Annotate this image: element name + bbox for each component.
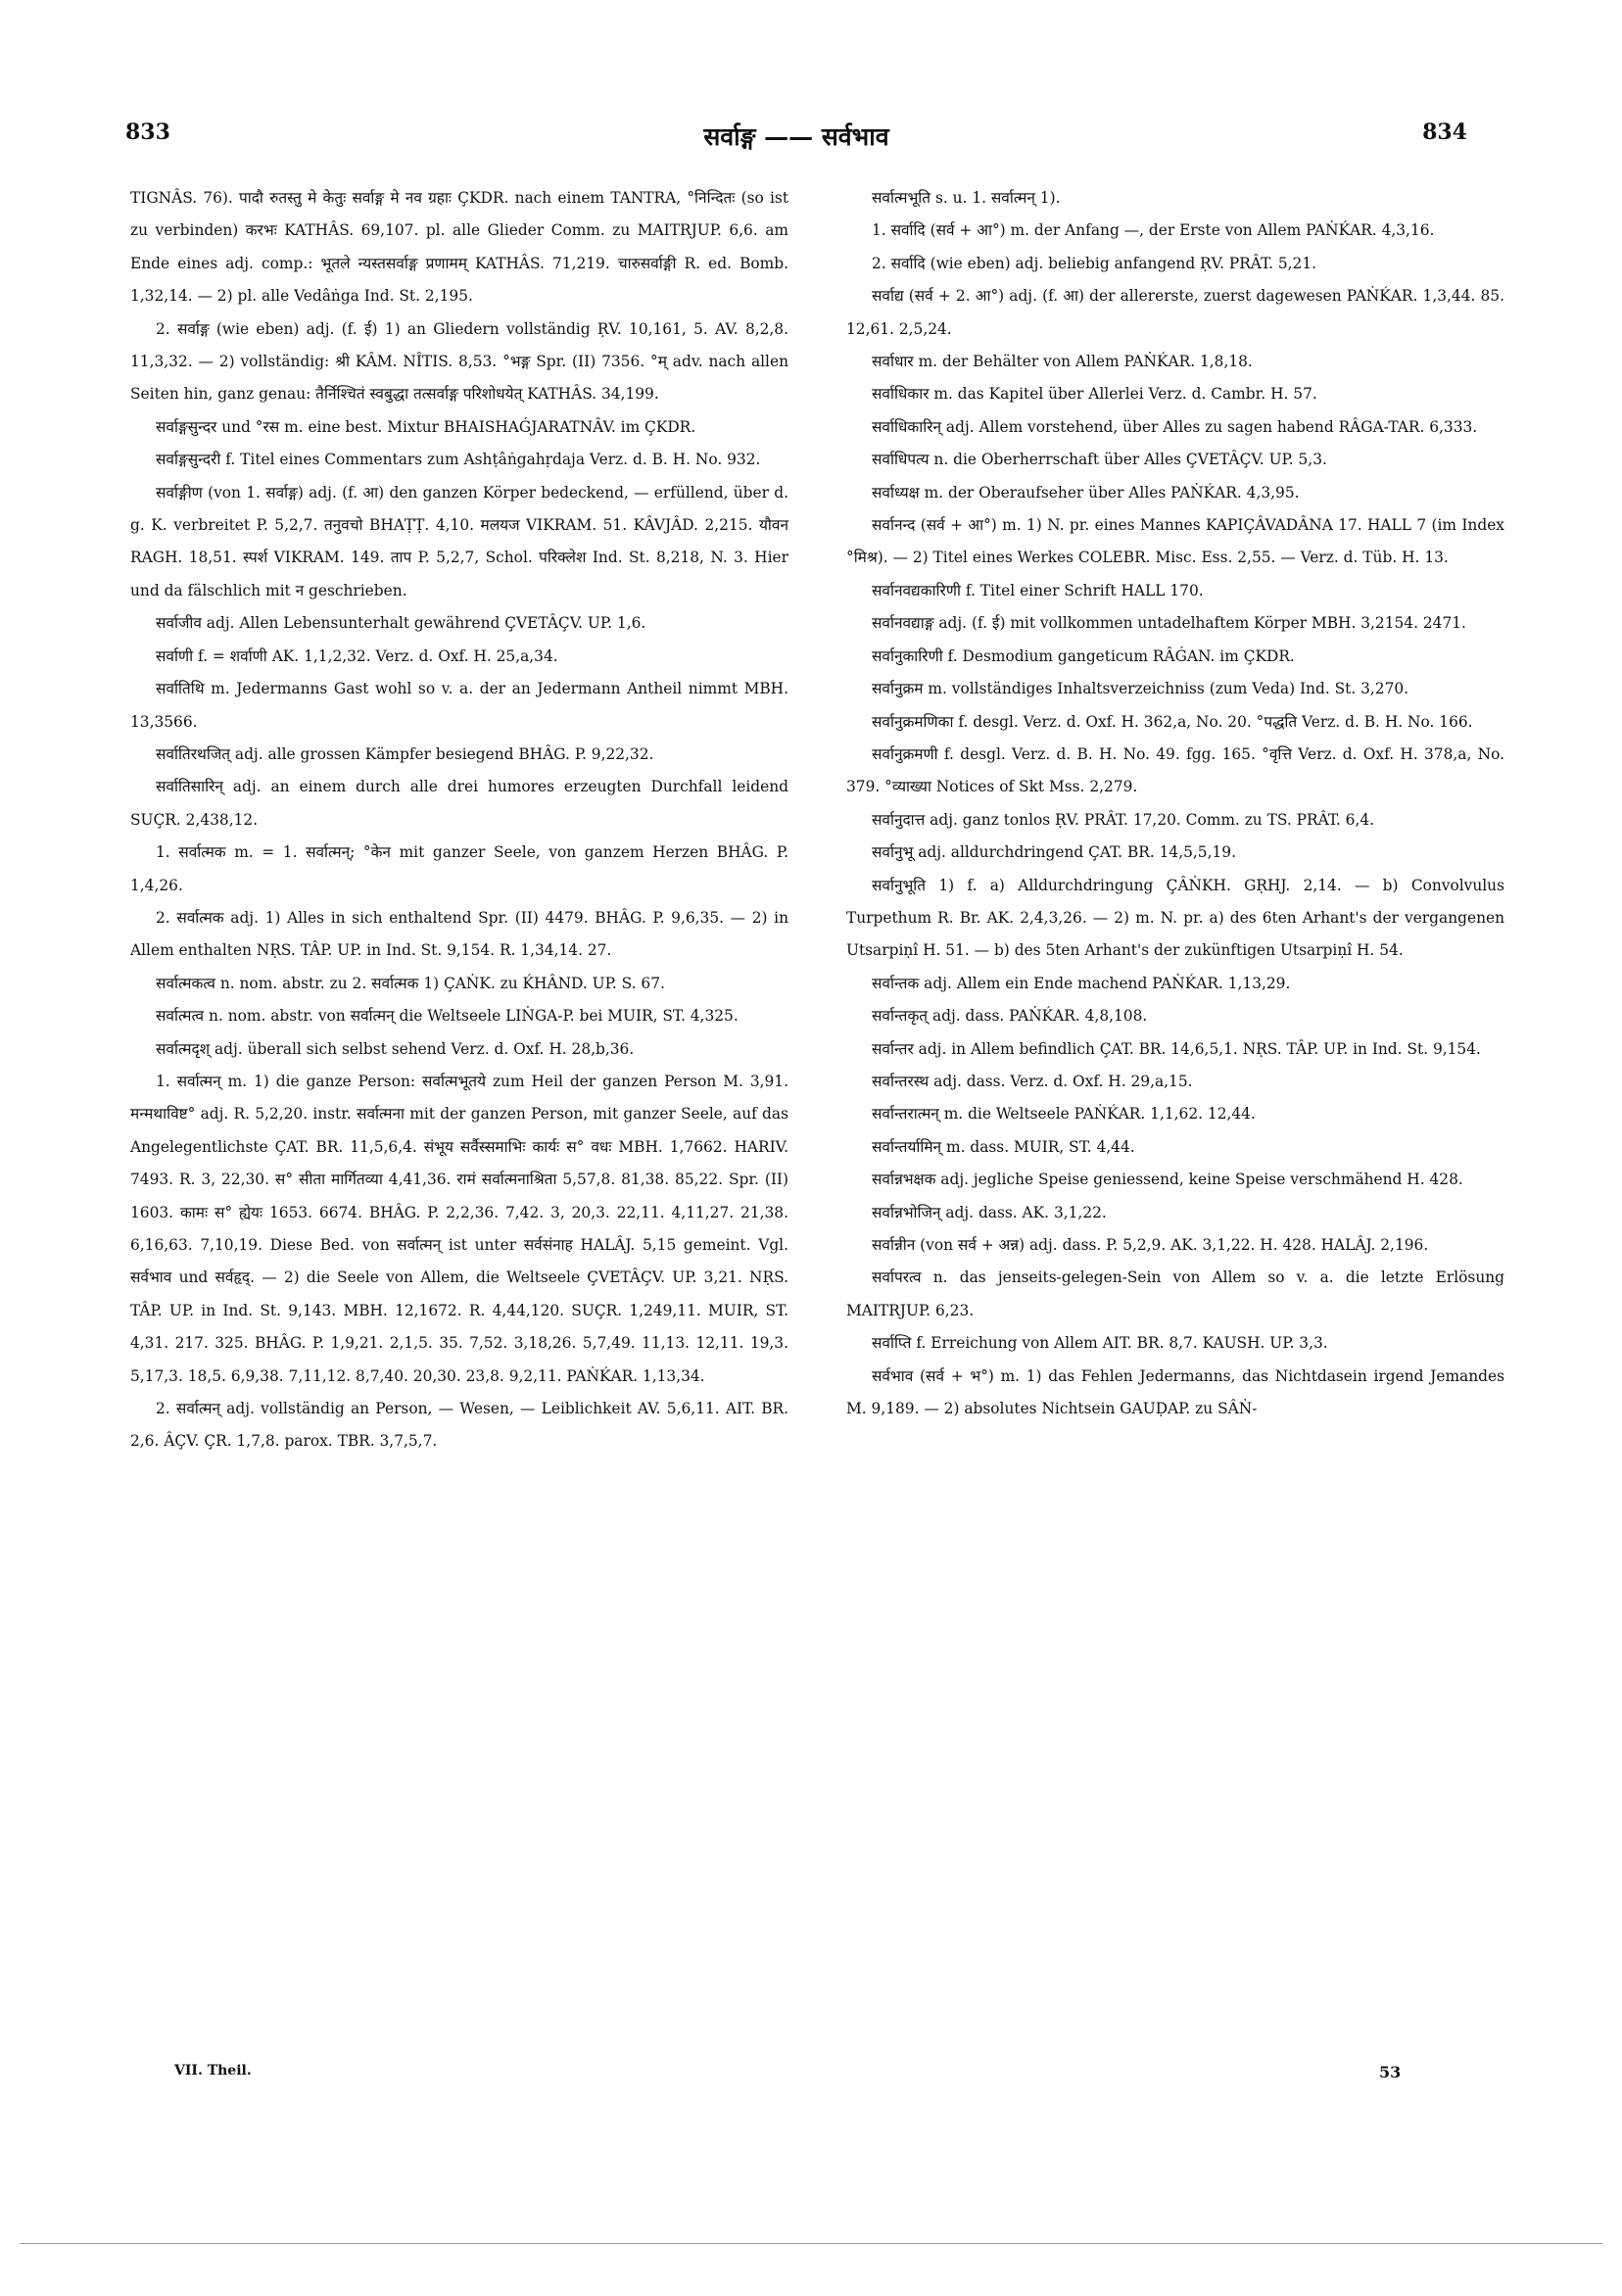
dictionary-entry: सर्वातिरथजित् adj. alle grossen Kämpfer besiegend BHÂG. P. 9,22,32. <box>156 744 654 763</box>
bottom-rule <box>20 2243 1602 2244</box>
page-number-right: 834 <box>1422 120 1467 145</box>
dictionary-entry: सर्वान्नभक्षक adj. jegliche Speise geniessend, keine Speise verschmähend H. 428. <box>872 1171 1463 1189</box>
dictionary-entry: सर्वान्नीन (von सर्व + अन्न) adj. dass. P. 5,2,9. AK. 3,1,22. H. 428. HALÂJ. 2,196. <box>872 1236 1429 1254</box>
running-title: सर्वाङ्ग —— सर्वभाव <box>703 122 889 151</box>
dictionary-entry: सर्वानवद्यकारिणी f. Titel einer Schrift HALL 170. <box>872 581 1204 599</box>
dictionary-entry: 2. सर्वात्मन् adj. vollständig an Person, — Wesen, — Leiblichkeit AV. 5,6,11. AIT. BR. 2,6. ÂÇV. ÇR. 1,7,8. parox. TBR. 3,7,5,7. <box>130 1400 788 1451</box>
dictionary-entry: सर्वानुकारिणी f. Desmodium gangeticum RÂǴAN. im ÇKDR. <box>872 646 1295 665</box>
dictionary-entry: सर्वानुक्रमणिका f. desgl. Verz. d. Oxf. H. 362,a, No. 20. °पद्धति Verz. d. B. H. No. 166. <box>872 712 1473 731</box>
dictionary-entry: TIGNÂS. 76). पादौ रुतस्तु मे केतुः सर्वाङ्ग मे नव ग्रहाः ÇKDR. nach einem TANTRA, °निन्दितः (so ist zu verbinden) करभः KATHÂS. 69,107. pl. alle Glieder Comm. zu MAITRJUP. 6,6. am Ende eines adj. comp.: भूतले न्यस्तसर्वाङ्ग प्रणामम् KATHÂS. 71,219. चारुसर्वाङ्गी R. ed. Bomb. 1,32,14. — 2) pl. alle Vedâṅga Ind. St. 2,195. <box>130 189 788 306</box>
dictionary-entry: सर्वाजीव adj. Allen Lebensunterhalt gewährend ÇVETÂÇV. UP. 1,6. <box>156 614 646 633</box>
dictionary-entry: सर्वान्नभोजिन् adj. dass. AK. 3,1,22. <box>872 1203 1107 1221</box>
dictionary-entry: सर्वाधिपत्य n. die Oberherrschaft über Alles ÇVETÂÇV. UP. 5,3. <box>872 451 1327 469</box>
dictionary-entry: 1. सर्वात्मक m. = 1. सर्वात्मन्; °केन mit ganzer Seele, von ganzem Herzen BHÂG. P. 1,4,26. <box>130 843 788 894</box>
dictionary-entry: सर्वान्तर्यामिन् m. dass. MUIR, ST. 4,44. <box>872 1137 1135 1156</box>
dictionary-entry: सर्वाधिकार m. das Kapitel über Allerlei Verz. d. Cambr. H. 57. <box>872 385 1317 404</box>
dictionary-entry: सर्वातिसारिन् adj. an einem durch alle drei humores erzeugten Durchfall leidend SUÇR. 2,438,12. <box>130 778 788 829</box>
dictionary-entry: सर्वानुभू adj. alldurchdringend ÇAT. BR. 14,5,5,19. <box>872 843 1236 862</box>
dictionary-entry: सर्वात्मकत्व n. nom. abstr. zu 2. सर्वात्मक 1) ÇAṄK. zu ḰHÂND. UP. S. 67. <box>156 974 665 992</box>
volume-note: VII. Theil. <box>174 2063 252 2079</box>
dictionary-entry: सर्वानवद्याङ्ग adj. (f. ई) mit vollkommen untadelhaftem Körper MBH. 3,2154. 2471. <box>872 614 1466 633</box>
dictionary-entry: सर्वान्तर adj. in Allem befindlich ÇAT. BR. 14,6,5,1. NṚS. TÂP. UP. in Ind. St. 9,154. <box>872 1039 1481 1058</box>
dictionary-entry: सर्वान्तरात्मन् m. die Weltseele PAṄḰAR. 1,1,62. 12,44. <box>872 1105 1256 1124</box>
left-column <box>130 182 788 1459</box>
dictionary-entry: सर्वानन्द (सर्व + आ°) m. 1) N. pr. eines Mannes KAPIÇÂVADÂNA 17. HALL 7 (im Index °मिश्र). — 2) Titel eines Werkes COLEBR. Misc. Ess. 2,55. — Verz. d. Tüb. H. 13. <box>846 516 1504 567</box>
dictionary-entry: 2. सर्वाङ्ग (wie eben) adj. (f. ई) 1) an Gliedern vollständig ṚV. 10,161, 5. AV. 8,2,8. 11,3,32. — 2) vollständig: श्री KÂM. NÎTIS. 8,53. °भङ्ग Spr. (II) 7356. °म् adv. nach allen Seiten hin, ganz genau: तैर्निश्चितं स्वबुद्धा तत्सर्वाङ्ग परिशोधयेत् KATHÂS. 34,199. <box>130 319 788 404</box>
dictionary-entry: 1. सर्वादि (सर्व + आ°) m. der Anfang —, der Erste von Allem PAṄḰAR. 4,3,16. <box>872 221 1435 240</box>
dictionary-entry: सर्वाप्ति f. Erreichung von Allem AIT. BR. 8,7. KAUSH. UP. 3,3. <box>872 1334 1328 1353</box>
dictionary-entry: सर्वान्तरस्थ adj. dass. Verz. d. Oxf. H. 29,a,15. <box>872 1072 1193 1090</box>
dictionary-entry: सर्वानुदात्त adj. ganz tonlos ṚV. PRÂT. 17,20. Comm. zu TS. PRÂT. 6,4. <box>872 810 1375 829</box>
dictionary-entry: सर्वाङ्गीण (von 1. सर्वाङ्ग) adj. (f. आ) den ganzen Körper bedeckend, — erfüllend, über d. g. K. verbreitet P. 5,2,7. तनुवचो BHAṬṬ. 4,10. मलयज VIKRAM. 51. KÂVJÂD. 2,215. यौवन RAGH. 18,51. स्पर्श VIKRAM. 149. ताप P. 5,2,7, Schol. परिक्लेश Ind. St. 8,218, N. 3. Hier und da fälschlich mit न geschrieben. <box>130 483 788 599</box>
dictionary-entry: सर्वातिथि m. Jedermanns Gast wohl so v. a. der an Jedermann Antheil nimmt MBH. 13,3566. <box>130 680 788 731</box>
dictionary-entry: सर्वाद्य (सर्व + 2. आ°) adj. (f. आ) der allererste, zuerst dagewesen PAṄḰAR. 1,3,44. 85. 12,61. 2,5,24. <box>846 287 1504 338</box>
dictionary-entry: सर्वाङ्गसुन्दरी f. Titel eines Commentars zum Ashṭâṅgahṛdaja Verz. d. B. H. No. 932. <box>156 451 761 469</box>
dictionary-entry: सर्वात्मत्व n. nom. abstr. von सर्वात्मन् die Weltseele LIṄGA-P. bei MUIR, ST. 4,325. <box>156 1007 739 1026</box>
page-number-left: 833 <box>125 120 170 145</box>
dictionary-entry: सर्वाधार m. der Behälter von Allem PAṄḰAR. 1,8,18. <box>872 353 1253 371</box>
right-column <box>846 182 1504 1425</box>
dictionary-entry: सर्वान्तकृत् adj. dass. PAṄḰAR. 4,8,108. <box>872 1007 1148 1026</box>
dictionary-entry: सर्वाधिकारिन् adj. Allem vorstehend, über Alles zu sagen habend RÂGA-TAR. 6,333. <box>872 417 1478 436</box>
dictionary-entry: 2. सर्वात्मक adj. 1) Alles in sich enthaltend Spr. (II) 4479. BHÂG. P. 9,6,35. — 2) in Allem enthalten NṚS. TÂP. UP. in Ind. St. 9,154. R. 1,34,14. 27. <box>130 908 788 960</box>
dictionary-entry: सर्वानुभूति 1) f. a) Alldurchdringung ÇÂṄKH. GṚHJ. 2,14. — b) Convolvulus Turpethum R. Br. AK. 2,4,3,26. — 2) m. N. pr. a) des 6ten Arhant's der vergangenen Utsarpiṇî H. 51. — b) des 5ten Arhant's der zukünftigen Utsarpiṇî H. 54. <box>846 876 1504 960</box>
dictionary-entry: सर्वाङ्गसुन्दर und °रस m. eine best. Mixtur BHAISHAǴJARATNÂV. im ÇKDR. <box>156 417 696 436</box>
dictionary-entry: सर्वात्मभूति s. u. 1. सर्वात्मन् 1). <box>872 189 1061 207</box>
dictionary-entry: सर्वापरत्व n. das jenseits-gelegen-Sein von Allem so v. a. die letzte Erlösung MAITRJUP. 6,23. <box>846 1268 1504 1319</box>
dictionary-entry: 1. सर्वात्मन् m. 1) die ganze Person: सर्वात्मभूतये zum Heil der ganzen Person M. 3,91. मन्मथाविष्ट° adj. R. 5,2,20. instr. सर्वात्मना mit der ganzen Person, mit ganzer Seele, auf das Angelegentlichste ÇAT. BR. 11,5,6,4. संभूय सर्वैस्समाभिः कार्यः स° वधः MBH. 1,7662. HARIV. 7493. R. 3, 22,30. स° सीता मार्गितव्या 4,41,36. रामं सर्वात्मनाश्रिता 5,57,8. 81,38. 85,22. Spr. (II) 1603. कामः स° ह्येयः 1653. 6674. BHÂG. P. 2,2,36. 7,42. 3, 20,3. 22,11. 4,11,27. 21,38. 6,16,63. 7,10,19. Diese Bed. von सर्वात्मन् ist unter सर्वसंनाह HALÂJ. 5,15 gemeint. Vgl. सर्वभाव und सर्वहृद्. — 2) die Seele von Allem, die Weltseele ÇVETÂÇV. UP. 3,21. NṚS. TÂP. UP. in Ind. St. 9,143. MBH. 12,1672. R. 4,44,120. SUÇR. 1,249,11. MUIR, ST. 4,31. 217. 325. BHÂG. P. 1,9,21. 2,1,5. 35. 7,52. 3,18,26. 5,7,49. 11,13. 12,11. 19,3. 5,17,3. 18,5. 6,9,38. 7,11,12. 8,7,40. 20,30. 23,8. 9,2,11. PAṄḰAR. 1,13,34. <box>130 1072 788 1385</box>
dictionary-entry: सर्वाणी f. = शर्वाणी AK. 1,1,2,32. Verz. d. Oxf. H. 25,a,34. <box>156 646 558 665</box>
page-header <box>125 120 1467 159</box>
dictionary-entry: सर्वानुक्रम m. vollständiges Inhaltsverzeichniss (zum Veda) Ind. St. 3,270. <box>872 680 1409 698</box>
dictionary-entry: सर्वान्तक adj. Allem ein Ende machend PAṄḰAR. 1,13,29. <box>872 974 1291 992</box>
dictionary-entry: सर्वानुक्रमणी f. desgl. Verz. d. B. H. No. 49. fgg. 165. °वृत्ति Verz. d. Oxf. H. 378,a, No. 379. °व्याख्या Notices of Skt Mss. 2,279. <box>846 744 1504 796</box>
dictionary-entry: 2. सर्वादि (wie eben) adj. beliebig anfangend ṚV. PRÂT. 5,21. <box>872 254 1317 272</box>
dictionary-entry: सर्वभाव (सर्व + भ°) m. 1) das Fehlen Jedermanns, das Nichtdasein irgend Jemandes M. 9,189. — 2) absolutes Nichtsein GAUḌAP. zu SÂṄ- <box>846 1366 1504 1418</box>
signature-mark: 53 <box>1379 2063 1402 2081</box>
dictionary-entry: सर्वात्मदृश् adj. überall sich selbst sehend Verz. d. Oxf. H. 28,b,36. <box>156 1039 635 1058</box>
dictionary-entry: सर्वाध्यक्ष m. der Oberaufseher über Alles PAṄḰAR. 4,3,95. <box>872 483 1300 502</box>
